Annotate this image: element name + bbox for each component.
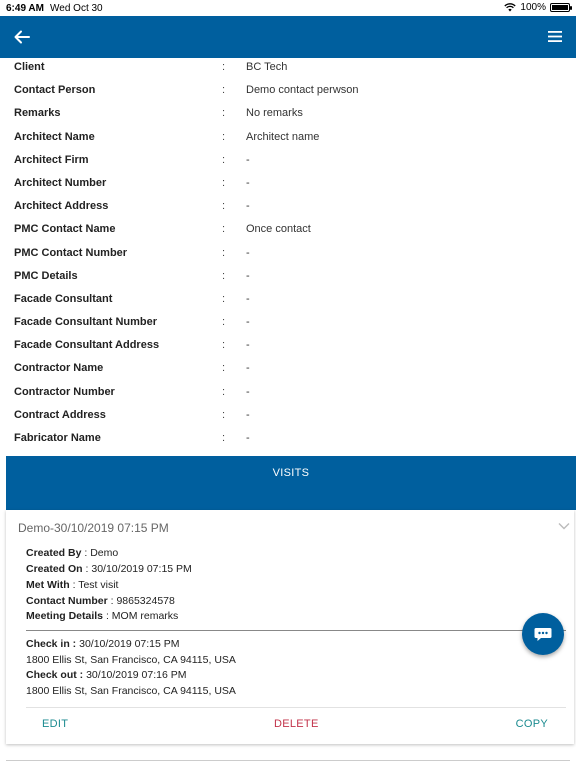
detail-colon: : (222, 246, 226, 259)
created-on-value: 30/10/2019 07:15 PM (91, 563, 192, 575)
detail-colon: : (222, 200, 226, 213)
detail-value: BC Tech (246, 61, 288, 73)
created-by-label: Created By (26, 547, 82, 559)
status-bar (0, 0, 576, 16)
detail-row-contractor-name (0, 359, 576, 382)
check-in-label: Check in : (26, 638, 77, 650)
detail-value: - (246, 269, 250, 282)
detail-label: PMC Contact Number (14, 246, 128, 259)
detail-label: PMC Details (14, 269, 78, 282)
detail-value: Architect name (246, 130, 320, 143)
chat-icon (533, 624, 553, 644)
detail-row-architect-number (0, 174, 576, 197)
edit-button[interactable]: EDIT (42, 718, 69, 730)
check-in-address: 1800 Ellis St, San Francisco, CA 94115, USA (26, 654, 236, 666)
created-on-line: Created On : 30/10/2019 07:15 PM (26, 563, 192, 575)
detail-value: - (246, 408, 250, 421)
detail-label: Architect Name (14, 130, 95, 143)
detail-colon: : (222, 385, 226, 398)
detail-label: Contact Person (14, 84, 96, 97)
detail-label: Architect Number (14, 176, 107, 189)
delete-button[interactable]: DELETE (274, 718, 319, 730)
detail-value: - (246, 385, 250, 398)
detail-label: Facade Consultant Address (14, 339, 160, 352)
detail-label: Architect Address (14, 200, 109, 213)
met-with-value: Test visit (78, 579, 119, 591)
contact-number-value: 9865324578 (116, 595, 175, 607)
detail-colon: : (222, 292, 226, 305)
detail-row-pmc-contact-name (0, 220, 576, 243)
meeting-details-value: MOM remarks (111, 610, 179, 622)
visit-card (6, 510, 574, 744)
detail-colon: : (222, 223, 226, 236)
detail-value: No remarks (246, 107, 303, 120)
copy-button[interactable]: COPY (515, 718, 548, 730)
detail-row-facade-consultant-address (0, 336, 576, 359)
visits-header-label: VISITS (272, 467, 310, 479)
created-by-value: Demo (90, 547, 119, 559)
wifi-icon (504, 3, 516, 12)
met-with-label: Met With (26, 579, 70, 591)
detail-colon: : (222, 408, 226, 421)
status-date: Wed Oct 30 (50, 3, 103, 14)
detail-value: - (246, 292, 250, 305)
detail-row-contractor-number (0, 383, 576, 406)
detail-row-contract-address (0, 406, 576, 429)
check-out-label: Check out : (26, 669, 84, 681)
check-out-line (26, 669, 187, 681)
check-in-line (26, 638, 180, 650)
detail-colon: : (222, 153, 226, 166)
battery-percentage: 100% (520, 2, 546, 13)
check-in-value: 30/10/2019 07:15 PM (79, 638, 180, 650)
check-out-address: 1800 Ellis St, San Francisco, CA 94115, USA (26, 685, 236, 697)
meeting-details-line: Meeting Details : MOM remarks (26, 610, 179, 622)
detail-row-architect-firm (0, 151, 576, 174)
detail-row-contact-person (0, 81, 576, 104)
detail-colon: : (222, 176, 226, 189)
created-on-label: Created On (26, 563, 83, 575)
detail-value: - (246, 246, 250, 259)
app-bar (0, 16, 576, 58)
actions-divider (26, 707, 566, 708)
section-divider (26, 630, 566, 631)
battery-icon (550, 3, 570, 12)
detail-label: Architect Firm (14, 153, 89, 166)
detail-value: - (246, 200, 250, 213)
visits-header (6, 456, 576, 510)
detail-row-client (0, 58, 576, 81)
hamburger-menu-icon[interactable] (548, 30, 562, 43)
detail-colon: : (222, 339, 226, 352)
met-with-line: Met With : Test visit (26, 579, 119, 591)
detail-value: - (246, 153, 250, 166)
detail-row-architect-name (0, 128, 576, 151)
detail-label: PMC Contact Name (14, 223, 116, 236)
detail-colon: : (222, 107, 226, 120)
detail-row-facade-consultant (0, 290, 576, 313)
detail-colon: : (222, 130, 226, 143)
meeting-details-label: Meeting Details (26, 610, 104, 622)
detail-label: Contract Address (14, 408, 106, 421)
detail-colon: : (222, 84, 226, 97)
detail-value: - (246, 432, 250, 444)
contact-number-label: Contact Number (26, 595, 108, 607)
back-arrow-icon[interactable] (12, 27, 32, 47)
detail-colon: : (222, 362, 226, 375)
detail-colon: : (222, 316, 226, 329)
chat-fab-button[interactable] (522, 613, 564, 655)
visit-card-title[interactable]: Demo-30/10/2019 07:15 PM (18, 521, 169, 535)
detail-colon: : (222, 432, 226, 444)
detail-label: Remarks (14, 107, 61, 120)
detail-value: - (246, 176, 250, 189)
detail-row-architect-address (0, 197, 576, 220)
detail-value: Demo contact perwson (246, 84, 359, 97)
detail-colon: : (222, 61, 226, 73)
check-out-value: 30/10/2019 07:16 PM (86, 669, 187, 681)
detail-value: - (246, 316, 250, 329)
detail-label: Contractor Name (14, 362, 104, 375)
status-time: 6:49 AM (6, 3, 44, 14)
detail-row-pmc-details (0, 267, 576, 290)
detail-value: - (246, 339, 250, 352)
detail-value: Once contact (246, 223, 311, 236)
status-right (504, 2, 570, 13)
detail-colon: : (222, 269, 226, 282)
bottom-divider (6, 760, 570, 761)
detail-row-facade-consultant-number (0, 313, 576, 336)
detail-row-pmc-contact-number (0, 244, 576, 267)
created-by-line: Created By : Demo (26, 547, 119, 559)
detail-label: Contractor Number (14, 385, 115, 398)
detail-value: - (246, 362, 250, 375)
details-list (0, 58, 576, 452)
detail-row-remarks (0, 104, 576, 127)
chevron-down-icon[interactable] (558, 522, 570, 530)
detail-label: Client (14, 61, 45, 73)
detail-row-fabricator-name (0, 429, 576, 452)
contact-number-line: Contact Number : 9865324578 (26, 595, 175, 607)
detail-label: Facade Consultant Number (14, 316, 158, 329)
detail-label: Facade Consultant (14, 292, 113, 305)
detail-label: Fabricator Name (14, 432, 101, 444)
